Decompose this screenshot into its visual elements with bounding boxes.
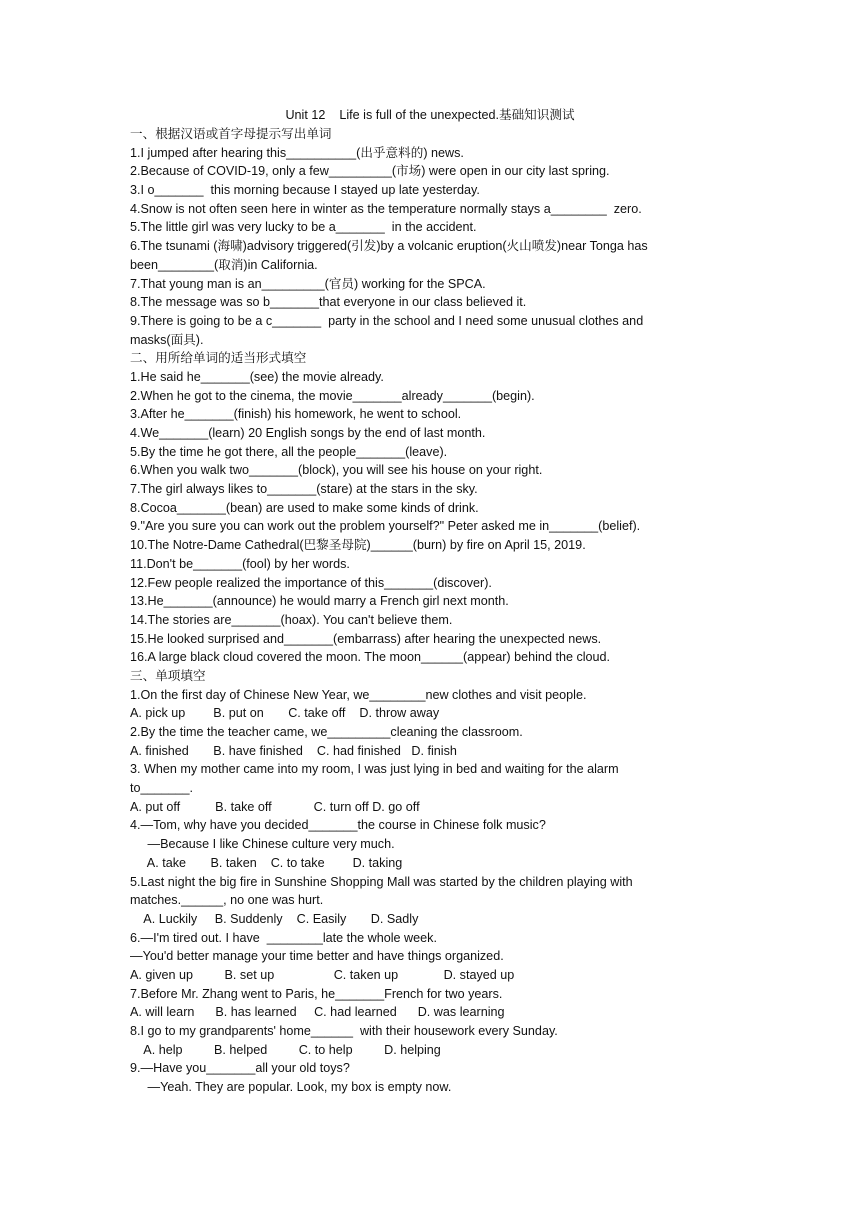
question-line: 1.He said he_______(see) the movie already. <box>130 369 384 384</box>
answer-options: A. given up B. set up C. taken up D. stayed up <box>130 967 515 982</box>
question-line: 9."Are you sure you can work out the problem yourself?" Peter asked me in_______(belief). <box>130 519 641 534</box>
question-line: 2.When he got to the cinema, the movie_______already_______(begin). <box>130 388 535 403</box>
document-title: Unit 12 Life is full of the unexpected.基础知识测试 <box>285 108 575 122</box>
question-line: 4.We_______(learn) 20 English songs by the end of last month. <box>130 426 486 440</box>
question-line: masks(面具). <box>130 332 204 347</box>
question-line: to_______. <box>130 781 194 796</box>
question-line: been________(取消)in California. <box>130 257 318 272</box>
section-heading: 二、用所给单词的适当形式填空 <box>130 350 307 366</box>
question-line: matches.______, no one was hurt. <box>130 893 324 908</box>
question-line: 8.Cocoa_______(bean) are used to make some kinds of drink. <box>130 500 479 515</box>
question-line: —Because I like Chinese culture very much. <box>130 837 395 852</box>
question-line: 10.The Notre-Dame Cathedral(巴黎圣母院)______(burn) by fire on April 15, 2019. <box>130 538 586 553</box>
question-line: 9.There is going to be a c_______ party in the school and I need some unusual clothes and <box>130 313 644 328</box>
question-line: 1.I jumped after hearing this__________(出乎意料的) news. <box>130 145 464 160</box>
section-heading: 一、根据汉语或首字母提示写出单词 <box>130 126 332 141</box>
answer-options: A. help B. helped C. to help D. helping <box>130 1042 441 1057</box>
question-line: 1.On the first day of Chinese New Year, we________new clothes and visit people. <box>130 687 587 702</box>
answer-options: A. pick up B. put on C. take off D. throw away <box>130 706 440 721</box>
question-line: 4.Snow is not often seen here in winter as the temperature normally stays a________ zero. <box>130 201 642 216</box>
answer-options: A. will learn B. has learned C. had learned D. was learning <box>130 1005 505 1020</box>
question-line: 6.—I'm tired out. I have ________late the whole week. <box>130 930 437 945</box>
section-heading: 三、单项填空 <box>130 667 206 683</box>
question-line: 7.The girl always likes to_______(stare) at the stars in the sky. <box>130 482 478 497</box>
question-line: 14.The stories are_______(hoax). You can't believe them. <box>130 612 453 627</box>
question-line: 16.A large black cloud covered the moon. The moon______(appear) behind the cloud. <box>130 650 611 665</box>
question-line: 8.The message was so b_______that everyone in our class believed it. <box>130 295 527 310</box>
question-line: 8.I go to my grandparents' home______ with their housework every Sunday. <box>130 1024 558 1038</box>
question-line: 3.After he_______(finish) his homework, he went to school. <box>130 407 462 422</box>
question-line: 2.By the time the teacher came, we_________cleaning the classroom. <box>130 725 523 739</box>
question-line: 3. When my mother came into my room, I was just lying in bed and waiting for the alarm <box>130 762 619 777</box>
question-line: 11.Don't be_______(fool) by her words. <box>130 556 350 571</box>
question-line: 5.By the time he got there, all the people_______(leave). <box>130 444 448 459</box>
answer-options: A. finished B. have finished C. had finished D. finish <box>130 743 457 758</box>
question-line: 2.Because of COVID-19, only a few_________(市场) were open in our city last spring. <box>130 164 610 179</box>
answer-options: A. take B. taken C. to take D. taking <box>130 855 403 870</box>
answer-options: A. put off B. take off C. turn off D. go off <box>130 799 420 814</box>
question-line: 6.When you walk two_______(block), you will see his house on your right. <box>130 463 543 478</box>
question-line: 7.That young man is an_________(官员) working for the SPCA. <box>130 276 486 291</box>
question-line: 4.—Tom, why have you decided_______the course in Chinese folk music? <box>130 818 546 833</box>
question-line: 13.He_______(announce) he would marry a French girl next month. <box>130 594 509 609</box>
question-line: —You'd better manage your time better and have things organized. <box>130 949 504 964</box>
question-line: 7.Before Mr. Zhang went to Paris, he_______French for two years. <box>130 986 503 1001</box>
document-body <box>130 125 730 1097</box>
question-line: 12.Few people realized the importance of this_______(discover). <box>130 575 492 590</box>
question-line: 9.—Have you_______all your old toys? <box>130 1061 350 1076</box>
question-line: 15.He looked surprised and_______(embarrass) after hearing the unexpected news. <box>130 631 602 646</box>
question-line: 5.The little girl was very lucky to be a_______ in the accident. <box>130 220 477 235</box>
question-line: 5.Last night the big fire in Sunshine Shopping Mall was started by the children playing with <box>130 874 633 889</box>
question-line: 3.I o_______ this morning because I stayed up late yesterday. <box>130 183 480 198</box>
answer-options: A. Luckily B. Suddenly C. Easily D. Sadly <box>130 911 419 926</box>
question-line: 6.The tsunami (海啸)advisory triggered(引发)by a volcanic eruption(火山喷发)near Tonga has <box>130 239 648 254</box>
question-line: —Yeah. They are popular. Look, my box is empty now. <box>130 1080 452 1095</box>
